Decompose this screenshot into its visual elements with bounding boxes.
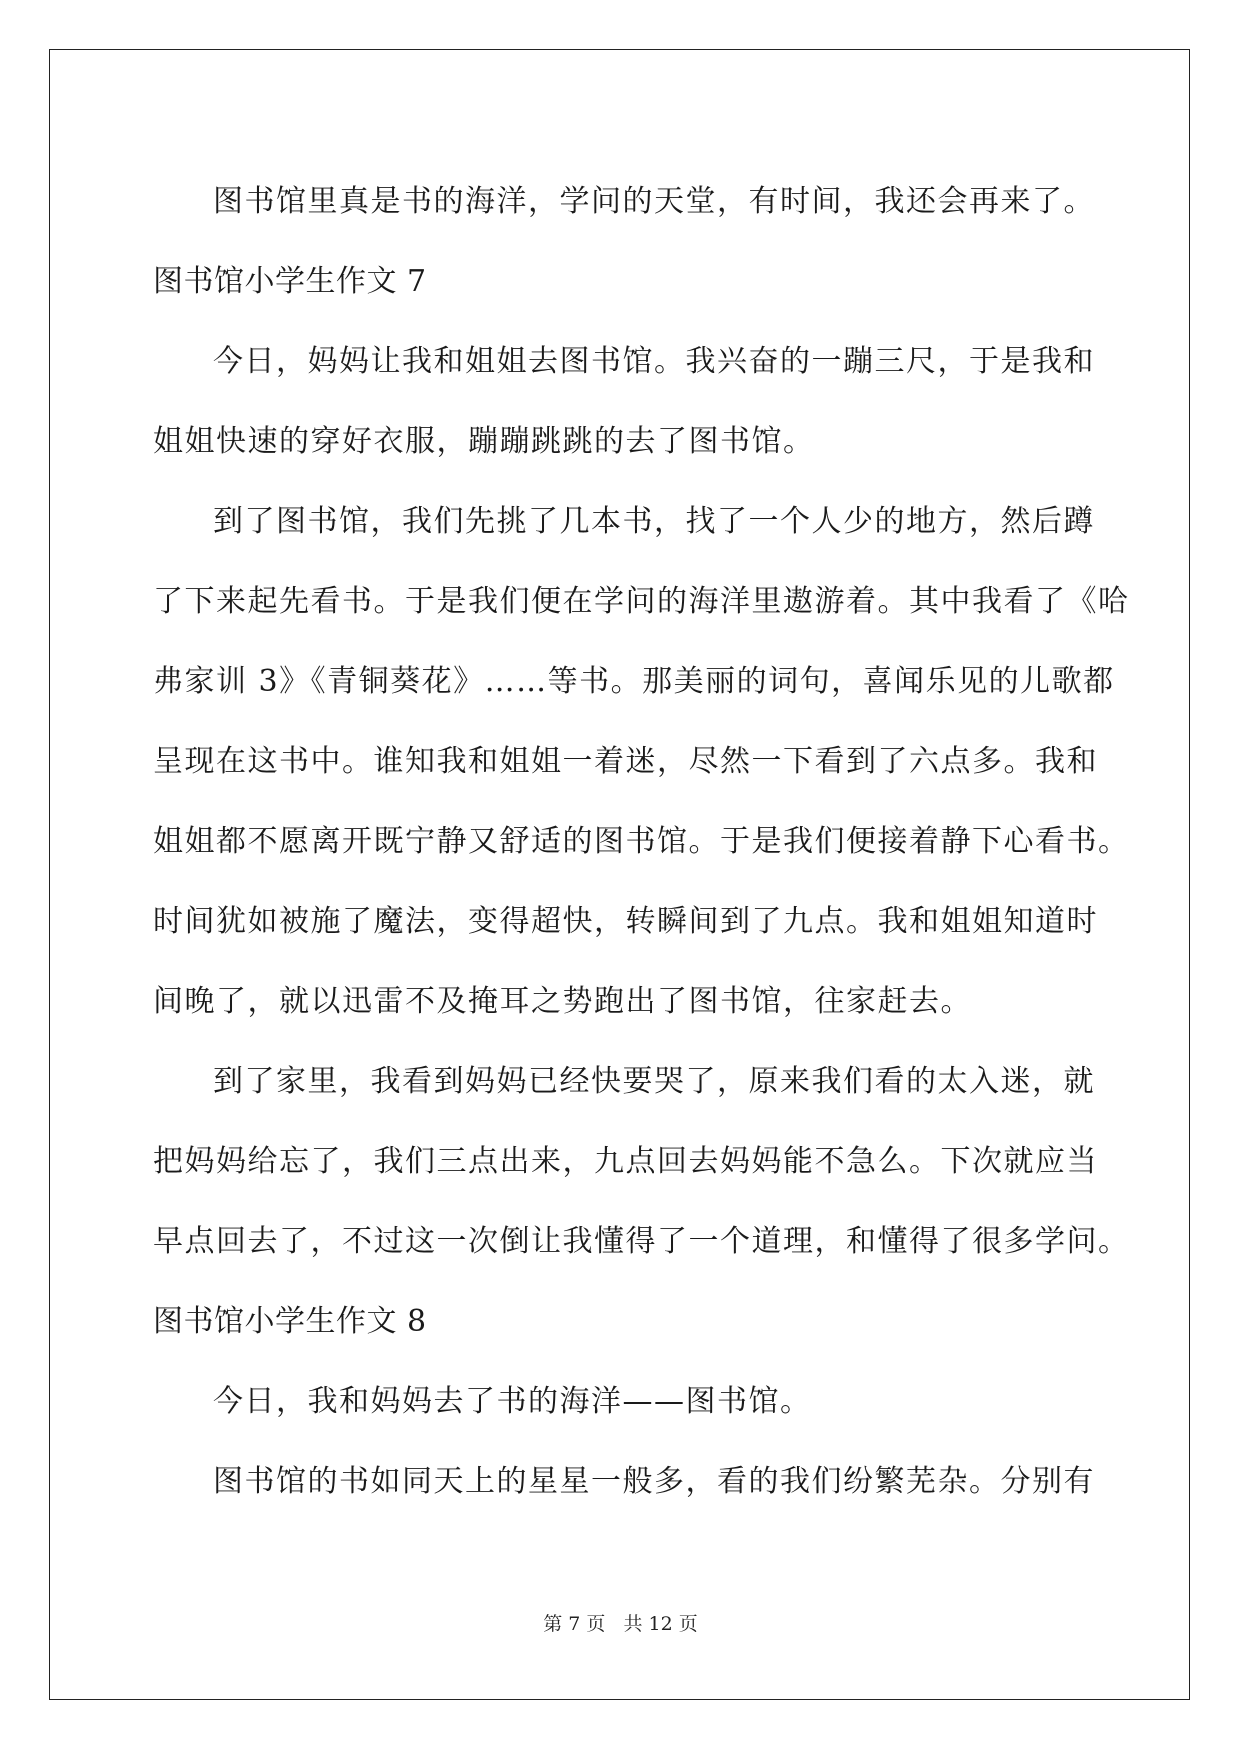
page-number: 第 7 页 [543,1613,606,1635]
paragraph-line: 时间犹如被施了魔法，变得超快，转瞬间到了九点。我和姐姐知道时 [153,904,1098,939]
document-body [153,162,1130,1522]
paragraph-line: 今日，妈妈让我和姐姐去图书馆。我兴奋的一蹦三尺，于是我和 [213,344,1095,379]
paragraph-line: 呈现在这书中。谁知我和姐姐一着迷，尽然一下看到了六点多。我和 [153,744,1098,779]
paragraph-line: 到了图书馆，我们先挑了几本书，找了一个人少的地方，然后蹲 [213,504,1095,539]
page-footer [0,1609,1241,1636]
paragraph-line: 今日，我和妈妈去了书的海洋——图书馆。 [213,1384,812,1419]
paragraph-line: 间晚了，就以迅雷不及掩耳之势跑出了图书馆，往家赶去。 [153,984,972,1019]
page-total: 共 12 页 [623,1613,698,1635]
paragraph-line: 了下来起先看书。于是我们便在学问的海洋里遨游着。其中我看了《哈 [153,584,1130,619]
paragraph-line: 姐姐都不愿离开既宁静又舒适的图书馆。于是我们便接着静下心看书。 [153,824,1130,859]
paragraph-line: 把妈妈给忘了，我们三点出来，九点回去妈妈能不急么。下次就应当 [153,1144,1098,1179]
paragraph-line: 弗家训 3》《青铜葵花》……等书。那美丽的词句，喜闻乐见的儿歌都 [153,664,1115,699]
paragraph-line: 图书馆里真是书的海洋，学问的天堂，有时间，我还会再来了。 [213,184,1095,219]
paragraph-line: 图书馆的书如同天上的星星一般多，看的我们纷繁芜杂。分别有 [213,1464,1095,1499]
section-heading: 图书馆小学生作文 8 [153,1304,427,1339]
section-heading: 图书馆小学生作文 7 [153,264,427,299]
paragraph-line: 姐姐快速的穿好衣服，蹦蹦跳跳的去了图书馆。 [153,424,815,459]
paragraph-line: 早点回去了，不过这一次倒让我懂得了一个道理，和懂得了很多学问。 [153,1224,1130,1259]
paragraph-line: 到了家里，我看到妈妈已经快要哭了，原来我们看的太入迷，就 [213,1064,1095,1099]
